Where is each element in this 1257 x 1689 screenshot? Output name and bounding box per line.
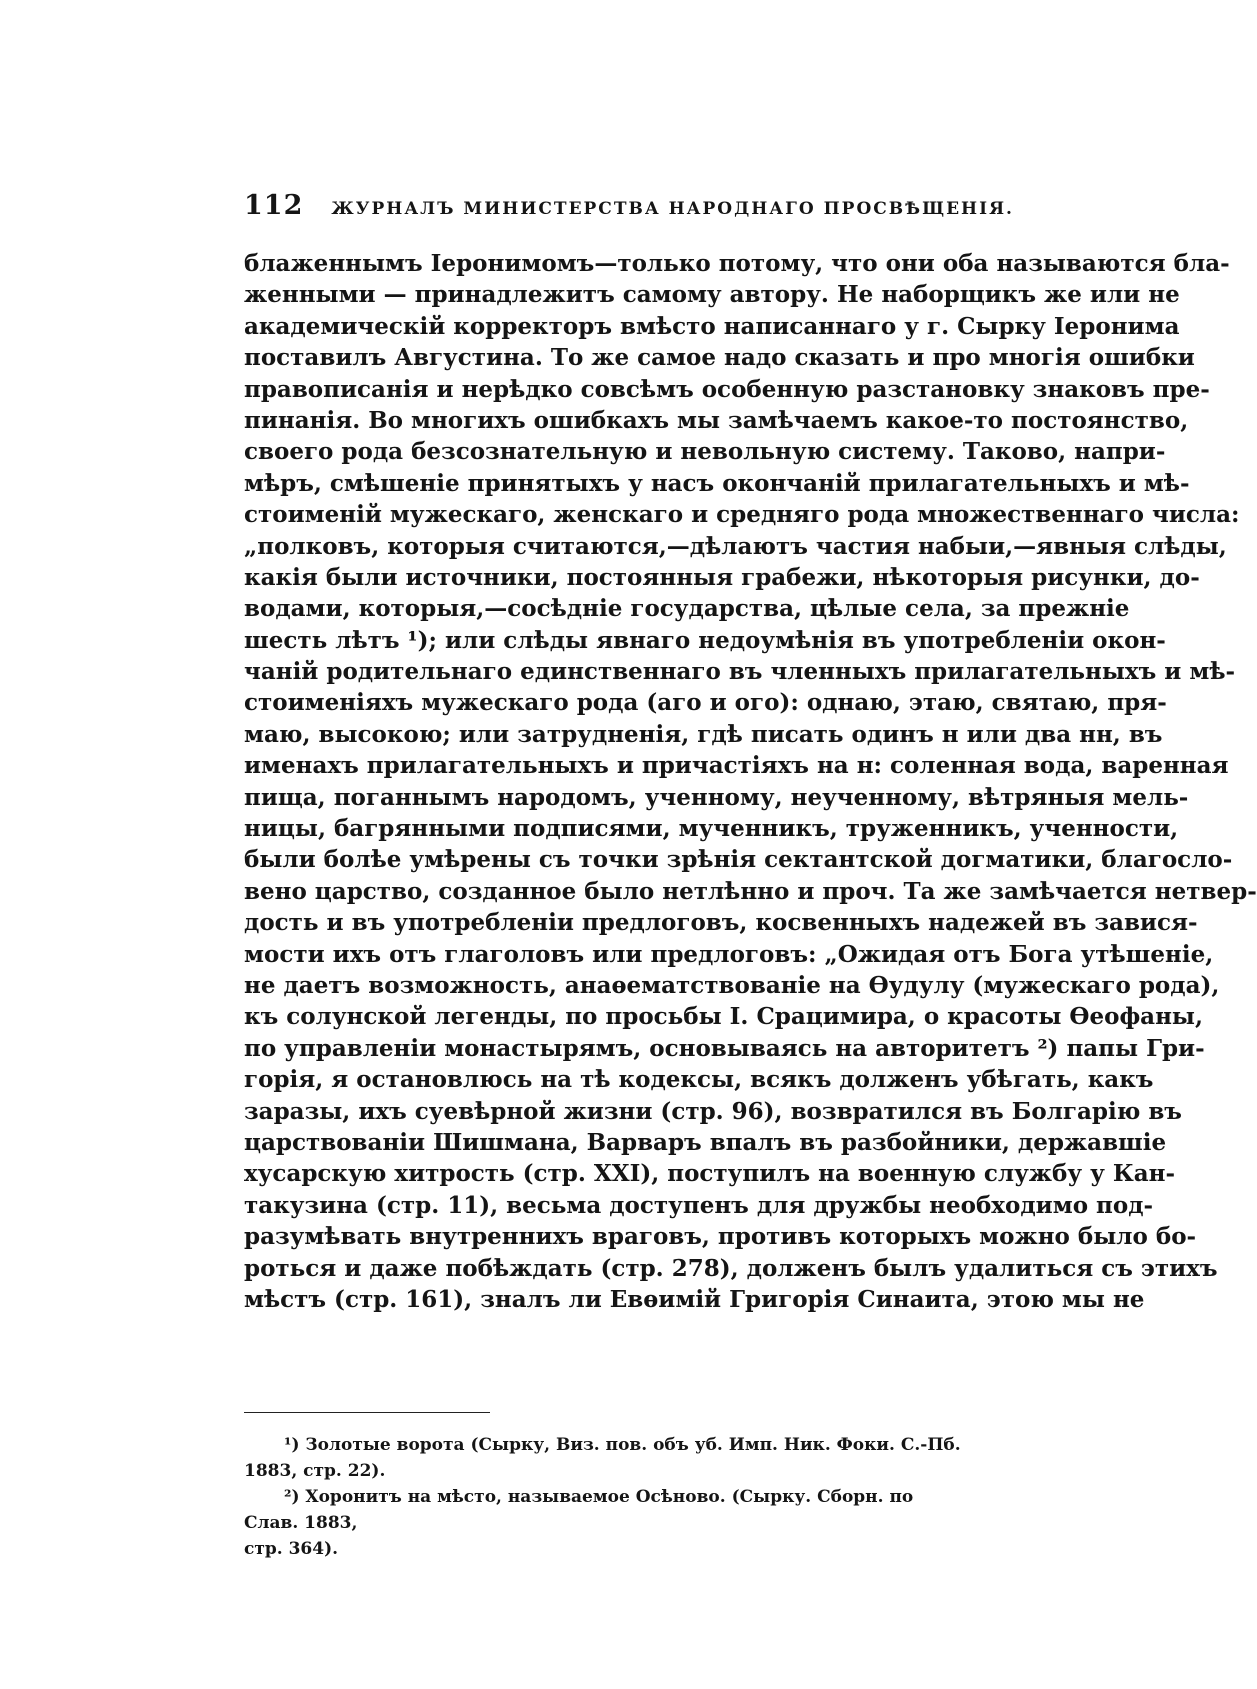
text-line: стоименіяхъ мужескаго рода (аго и ого): однаю, этаю, святаю, пря- — [244, 689, 1167, 717]
text-line: академическій корректоръ вмѣсто написаннаго у г. Сырку Іеронима — [244, 312, 1180, 340]
text-line: хусарскую хитрость (стр. XXI), поступилъ на военную службу у Кан- — [244, 1160, 1176, 1188]
text-line: чаній родительнаго единственнаго въ членныхъ прилагательныхъ и мѣ- — [244, 658, 1236, 686]
text-line: ницы, багрянными подписями, мученникъ, труженникъ, ученности, — [244, 815, 1179, 843]
page-number: 112 — [244, 190, 304, 221]
text-line: дость и въ употребленіи предлоговъ, косвенныхъ надежей въ завися- — [244, 909, 1198, 937]
text-line: „полковъ, которыя считаются,—дѣлаютъ частия набыи,—явныя слѣды, — [244, 532, 1227, 560]
text-line: горія, я остановлюсь на тѣ кодексы, всякъ долженъ убѣгать, какъ — [244, 1066, 1154, 1094]
footnote-1 — [244, 1432, 968, 1458]
text-line: шесть лѣтъ ¹); или слѣды явнаго недоумѣнія въ употребленіи окон- — [244, 626, 1166, 654]
text-line: блаженнымъ Іеронимомъ—только потому, что они оба называются бла- — [244, 250, 1230, 277]
footnotes — [244, 1432, 968, 1562]
footnote-2-line: ²) Хоронитъ на мѣсто, называемое Осѣново. (Сырку. Сборн. по Слав. 1883, — [244, 1487, 914, 1533]
text-line: такузина (стр. 11), весьма доступенъ для дружбы необходимо под- — [244, 1191, 1154, 1219]
text-line: заразы, ихъ суевѣрной жизни (стр. 96), возвратился въ Болгарію въ — [244, 1097, 1182, 1125]
text-line: мѣръ, смѣшеніе принятыхъ у насъ окончаній прилагательныхъ и мѣ- — [244, 469, 1190, 497]
text-line: стоименій мужескаго, женскаго и средняго рода множественнаго числа: — [244, 501, 1240, 529]
page-header — [244, 190, 1014, 221]
text-line: своего рода безсознательную и невольную систему. Таково, напри- — [244, 438, 1166, 466]
body-text — [244, 248, 1257, 1315]
text-line: женными — принадлежитъ самому автору. Не наборщикъ же или не — [244, 281, 1180, 309]
text-line: разумѣвать внутреннихъ враговъ, противъ которыхъ можно было бо- — [244, 1223, 1197, 1251]
text-line: мѣстъ (стр. 161), зналъ ли Евѳимій Григорія Синаита, этою мы не — [244, 1285, 1145, 1313]
text-line: какія были источники, постоянныя грабежи, нѣкоторыя рисунки, до- — [244, 563, 1200, 591]
footnote-divider — [244, 1412, 490, 1413]
text-line: маю, высокою; или затрудненія, гдѣ писать одинъ н или два нн, въ — [244, 720, 1163, 748]
text-line: вено царство, созданное было нетлѣнно и проч. Та же замѣчается нетвер- — [244, 877, 1257, 905]
text-line: роться и даже побѣждать (стр. 278), долженъ былъ удалиться съ этихъ — [244, 1254, 1218, 1282]
text-line: именахъ прилагательныхъ и причастіяхъ на н: соленная вода, варенная — [244, 752, 1229, 780]
text-line: по управленіи монастырямъ, основываясь на авторитетъ ²) папы Гри- — [244, 1034, 1205, 1062]
text-line: пища, поганнымъ народомъ, ученному, неученному, вѣтряныя мель- — [244, 783, 1189, 811]
footnote-1-continuation: 1883, стр. 22). — [244, 1461, 386, 1481]
text-line: поставилъ Августина. То же самое надо сказать и про многія ошибки — [244, 344, 1195, 372]
text-line: правописанія и нерѣдко совсѣмъ особенную разстановку знаковъ пре- — [244, 375, 1210, 403]
text-line: мости ихъ отъ глаголовъ или предлоговъ: „Ожидая отъ Бога утѣшеніе, — [244, 940, 1214, 968]
footnote-1-line: ¹) Золотые ворота (Сырку, Виз. пов. объ уб. Имп. Ник. Фоки. С.-Пб. — [284, 1435, 961, 1455]
footnote-2 — [244, 1484, 968, 1536]
text-line: водами, которыя,—сосѣдніе государства, цѣлые села, за прежніе — [244, 595, 1130, 623]
text-line: пинанія. Во многихъ ошибкахъ мы замѣчаемъ какое-то постоянство, — [244, 406, 1189, 434]
text-line: къ солунской легенды, по просьбы І. Срацимира, о красоты Ѳеофаны, — [244, 1003, 1203, 1031]
text-line: не даетъ возможность, анаѳематствованіе на Ѳудулу (мужескаго рода), — [244, 971, 1220, 999]
footnote-2-continuation: стр. 364). — [244, 1539, 339, 1559]
running-title: ЖУРНАЛЪ МИНИСТЕРСТВА НАРОДНАГО ПРОСВѢЩЕНІЯ. — [331, 199, 1014, 219]
text-line: царствованіи Шишмана, Варваръ впалъ въ разбойники, державшіе — [244, 1128, 1167, 1156]
text-line: были болѣе умѣрены съ точки зрѣнія сектантской догматики, благосло- — [244, 846, 1233, 874]
